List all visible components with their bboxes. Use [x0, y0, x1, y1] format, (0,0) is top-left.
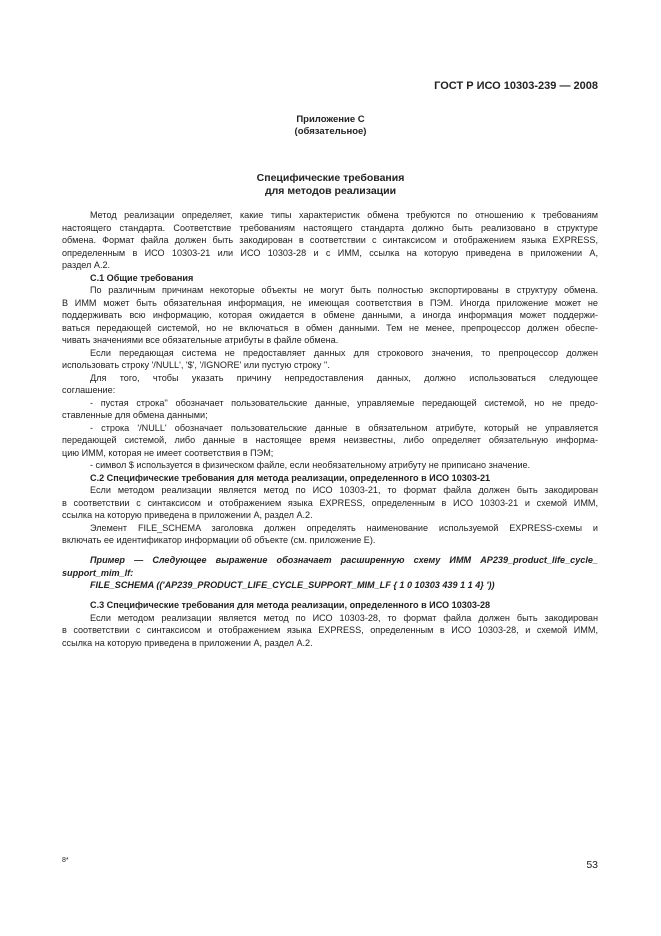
- text-line: в соответствии с синтаксисом и отображением языка EXPRESS, определенным в ИСО 10303-28, и схемой ИММ,: [62, 625, 598, 635]
- text-line: Если передающая система не предоставляет данных для строкового значения, то препроцессор должен: [90, 347, 598, 358]
- text-line: По различным причинам некоторые объекты не могут быть полностью экспортированы в структуру обмена.: [90, 285, 598, 295]
- paragraph: [62, 459, 598, 472]
- text-line: С.2 Специфические требования для метода реализации, определенного в ИСО 10303-21: [90, 472, 491, 483]
- text-line: соглашение:: [62, 385, 116, 395]
- spacer: [62, 547, 598, 555]
- paragraph: [62, 284, 598, 347]
- page-number: 53: [586, 859, 598, 871]
- example: [62, 554, 598, 579]
- text-line: обмена. Формат файла должен быть закодирован в соответствии с синтаксисом и отображением языка EXPRESS,: [62, 235, 598, 245]
- text-line: определенным в ИСО 10303-21 или ИСО 10303-28 и с ИММ, ссылка на которую приведена в приложении А,: [62, 247, 598, 258]
- paragraph: [62, 522, 598, 547]
- spacer: [62, 592, 598, 600]
- text-line: ссылка на которую приведена в приложении А, раздел А.2.: [62, 510, 313, 520]
- text-line: Если методом реализации является метод по ИСО 10303-21, то формат файла должен быть закодирован: [90, 485, 598, 495]
- page-title: [0, 172, 661, 198]
- example: [62, 579, 598, 592]
- text-line: В ИММ может быть обязательная информация, не имеющая соответствия в ПЭМ. Иногда приложение может не: [62, 297, 598, 308]
- text-line: использовать строку '/NULL', '$', '/IGNORE' или пустую строку ''.: [62, 360, 330, 370]
- text-line: Пример — Следующее выражение обозначает расширенную схему ИММ AP239_product_life_cycle_: [90, 555, 598, 565]
- paragraph: [62, 347, 598, 372]
- text-line: цию ИММ, которая не имеет соответствия в ПЭМ;: [62, 447, 274, 458]
- text-line: передающей системой, либо данные в настоящее время неизвестны, либо определяет обязательную информа-: [62, 435, 598, 445]
- text-line: С.3 Специфические требования для метода реализации, определенного в ИСО 10303-28: [90, 600, 491, 610]
- appendix-title: Приложение С: [296, 114, 365, 125]
- text-line: в соответствии с синтаксисом и отображением языка EXPRESS, определенным в ИСО 10303-21 и схемой ИММ,: [62, 497, 598, 508]
- text-line: ставленные для обмена данными;: [62, 410, 208, 420]
- document-body: [62, 209, 598, 649]
- text-line: ссылка на которую приведена в приложении А, раздел А.2.: [62, 637, 313, 648]
- section-heading: [62, 599, 598, 612]
- text-line: настоящего стандарта. Соответствие требованиям настоящего стандарта должно быть реализовано в структуре: [62, 222, 598, 233]
- text-line: - строка '/NULL' обозначает пользовательские данные в обязательном атрибуте, который не управляется: [90, 422, 598, 433]
- paragraph: [62, 612, 598, 650]
- paragraph: [62, 209, 598, 272]
- text-line: Элемент FILE_SCHEMA заголовка должен определять наименование используемой EXPRESS-схемы и: [90, 522, 598, 533]
- page-title-line-2: для методов реализации: [264, 185, 397, 197]
- text-line: FILE_SCHEMA (('AP239_PRODUCT_LIFE_CYCLE_SUPPORT_MIM_LF { 1 0 10303 439 1 1 4} ')): [90, 580, 495, 590]
- page-title-line-1: Специфические требования: [256, 172, 405, 184]
- paragraph: [62, 372, 598, 397]
- paragraph: [62, 397, 598, 422]
- text-line: - пустая строка'' обозначает пользовательские данные, управляемые передающей системой, но не предо-: [90, 397, 598, 408]
- text-line: ваться передающей системой, но не включаться в обмен данными. Тем не менее, препроцессор должен обеспе-: [62, 322, 598, 333]
- text-line: Для того, чтобы указать причину непредоставления данных, должно использоваться следующее: [90, 372, 598, 383]
- text-line: support_mim_lf:: [62, 567, 134, 578]
- text-line: поддерживать всю информацию, которая ожидается в обмене данными, а иногда информация может поддержи-: [62, 310, 598, 320]
- appendix-heading: [0, 114, 661, 138]
- paragraph: [62, 484, 598, 522]
- paragraph: [62, 422, 598, 460]
- text-line: Если методом реализации является метод по ИСО 10303-28, то формат файла должен быть закодирован: [90, 612, 598, 623]
- text-line: включать ее идентификатор информации об объекте (см. приложение Е).: [62, 535, 376, 545]
- footnote-mark: 8*: [62, 857, 69, 864]
- standard-header: ГОСТ Р ИСО 10303-239 — 2008: [434, 80, 598, 92]
- text-line: Метод реализации определяет, какие типы характеристик обмена требуются по отношению к требованиям: [90, 210, 598, 220]
- section-heading: [62, 272, 598, 285]
- section-heading: [62, 472, 598, 485]
- appendix-status: (обязательное): [294, 126, 367, 137]
- text-line: раздел А.2.: [62, 260, 111, 270]
- text-line: С.1 Общие требования: [90, 272, 194, 283]
- text-line: - символ $ используется в физическом файле, если необязательному атрибуту не приписано значение.: [90, 460, 531, 470]
- text-line: чивать значениями все обязательные атрибуты в файле обмена.: [62, 335, 339, 345]
